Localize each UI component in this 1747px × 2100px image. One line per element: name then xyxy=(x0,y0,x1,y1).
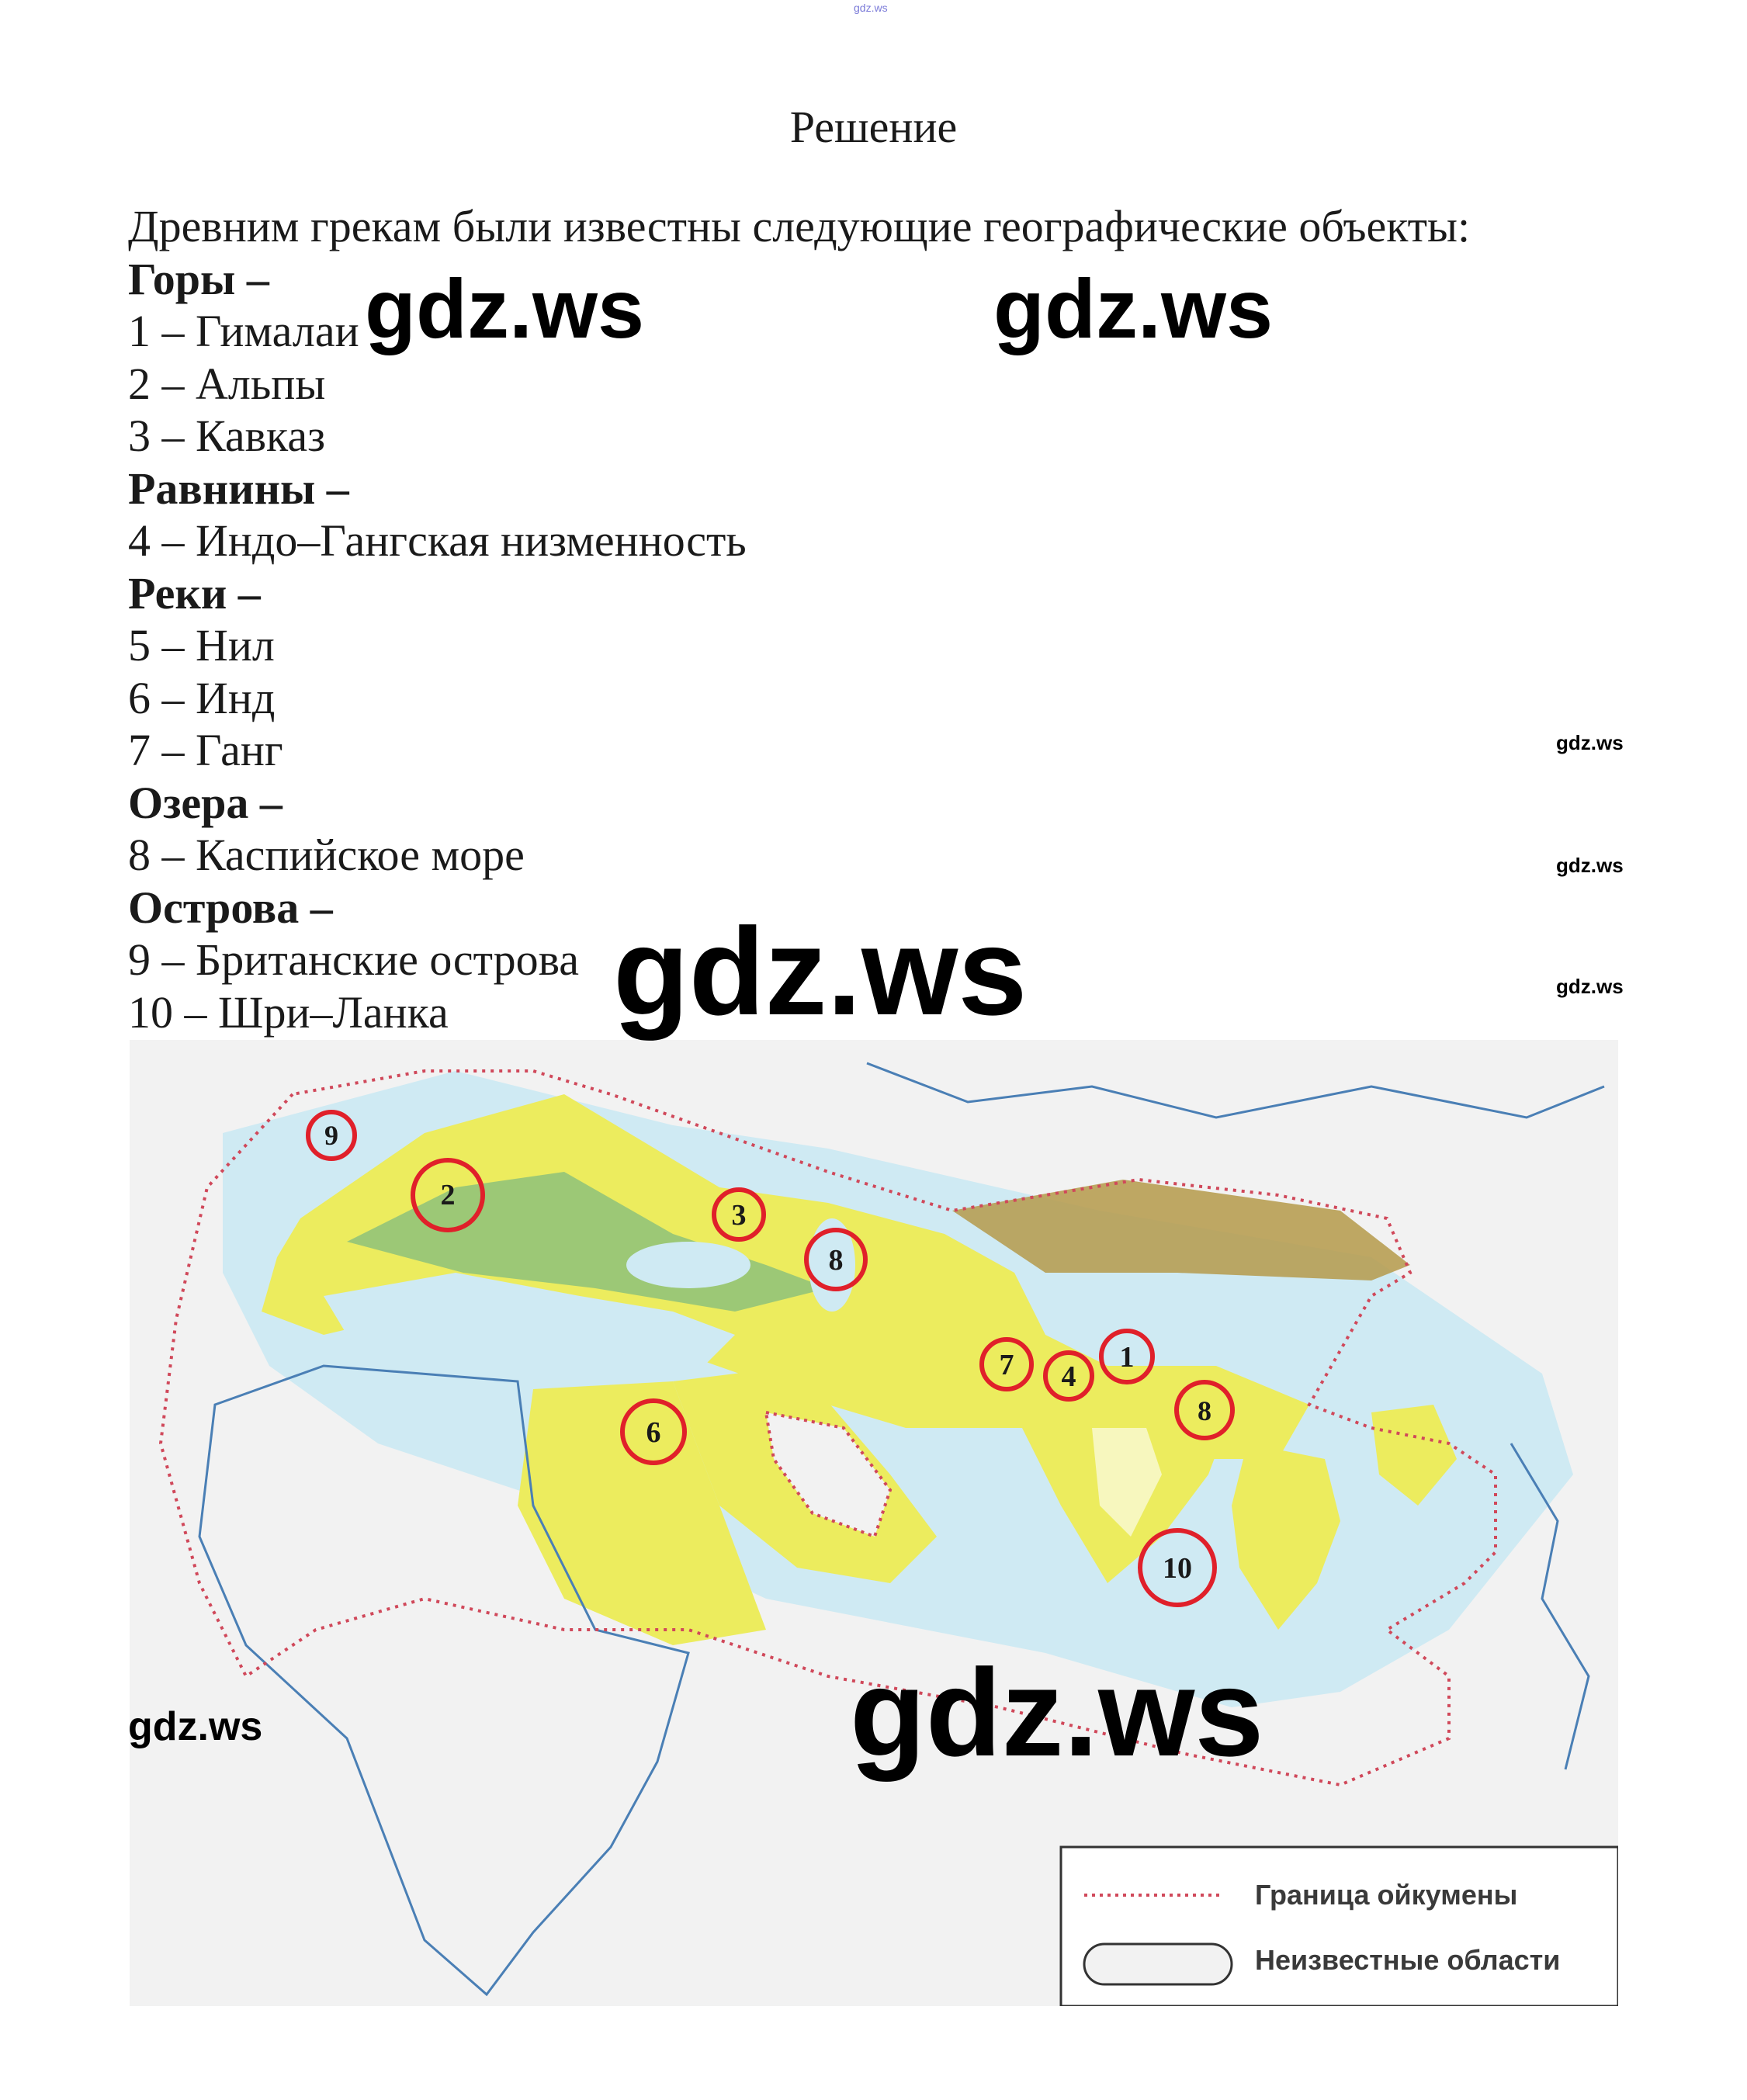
list-item: 6 – Инд xyxy=(128,672,276,723)
list-item: 7 – Ганг xyxy=(128,725,283,775)
svg-text:Неизвестные области: Неизвестные области xyxy=(1255,1944,1561,1976)
svg-text:6: 6 xyxy=(646,1416,661,1449)
watermark: gdz.ws xyxy=(1556,731,1624,754)
svg-text:8: 8 xyxy=(1198,1395,1211,1426)
watermark: gdz.ws xyxy=(993,262,1274,355)
watermark: gdz.ws xyxy=(1556,854,1624,877)
section-heading-rivers: Реки – xyxy=(128,567,261,619)
watermark: gdz.ws xyxy=(1556,975,1624,998)
list-item: 4 – Индо–Гангская низменность xyxy=(128,515,747,566)
page-title: Решение xyxy=(789,102,958,152)
svg-text:9: 9 xyxy=(324,1120,338,1151)
intro-text: Древним грекам были известны следующие географические объекты: xyxy=(128,201,1471,251)
map-legend xyxy=(1061,1847,1618,2006)
svg-text:4: 4 xyxy=(1061,1360,1076,1393)
watermark: gdz.ws xyxy=(613,902,1028,1041)
list-item: 8 – Каспийское море xyxy=(128,830,525,880)
watermark: gdz.ws xyxy=(850,1643,1264,1782)
svg-text:8: 8 xyxy=(828,1244,844,1277)
svg-text:Граница ойкумены: Граница ойкумены xyxy=(1255,1879,1518,1911)
oikumene-map xyxy=(130,1040,1618,2006)
svg-text:2: 2 xyxy=(440,1179,456,1211)
section-heading-mountains: Горы – xyxy=(128,253,269,304)
svg-text:3: 3 xyxy=(731,1199,747,1232)
legend-unknown-swatch xyxy=(1084,1944,1232,1984)
list-item: 2 – Альпы xyxy=(128,358,326,409)
top-watermark: gdz.ws xyxy=(854,2,888,14)
black-sea xyxy=(626,1242,750,1288)
list-item: 3 – Кавказ xyxy=(128,411,326,461)
watermark: gdz.ws xyxy=(128,1704,263,1749)
list-item: 9 – Британские острова xyxy=(128,934,579,985)
svg-text:10: 10 xyxy=(1163,1552,1192,1585)
section-heading-lakes: Озера – xyxy=(128,777,283,828)
section-heading-islands: Острова – xyxy=(128,882,333,933)
list-item: 5 – Нил xyxy=(128,620,275,671)
section-heading-plains: Равнины – xyxy=(128,463,349,514)
watermark: gdz.ws xyxy=(365,262,645,355)
list-item: 1 – Гималаи xyxy=(128,306,359,356)
svg-text:7: 7 xyxy=(999,1349,1014,1381)
list-item: 10 – Шри–Ланка xyxy=(128,986,449,1038)
svg-text:1: 1 xyxy=(1119,1341,1135,1374)
